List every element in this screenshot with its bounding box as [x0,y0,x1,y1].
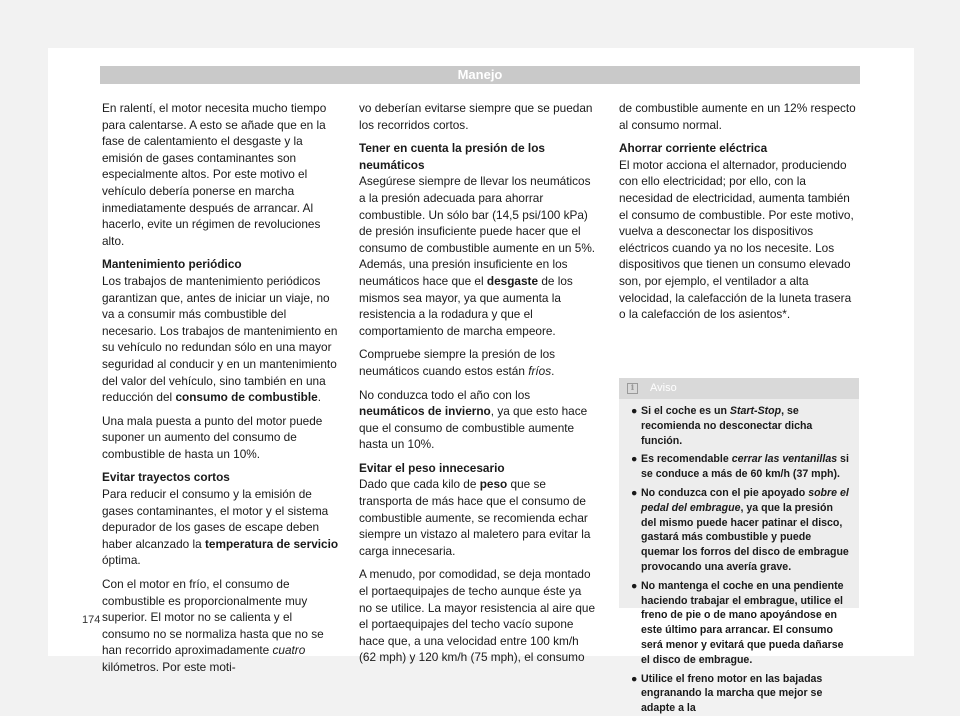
subheading: Evitar el peso innecesario [359,460,505,475]
paragraph: Para reducir el consumo y la emisión de gases contaminantes, el motor y el sistema depurador de los gases de escape deben haber alcanzado la temperatura de servicio óptima. [102,487,339,568]
paragraph: A menudo, por comodidad, se deja montado el portaequipajes de techo aunque éste ya no se utilice. La mayor resistencia al aire que el portaequipajes del techo vacío supone hace que, a una velocidad entre 100 km/h (62 mph) y 120 km/h (75 mph), el consumo [359,567,596,665]
paragraph: de combustible aumente en un 12% respecto al consumo normal. [619,101,856,132]
info-icon: i [627,383,638,394]
section-header: Manejo [100,66,860,84]
paragraph: Compruebe siempre la presión de los neumáticos cuando estos están fríos. [359,347,556,378]
notice-body [619,399,859,716]
paragraph: Dado que cada kilo de peso que se transporta de más hace que el consumo de combustible aumente, se recomienda echar siempre un vistazo al maletero para evitar la carga innecesaria. [359,477,591,558]
paragraph: Una mala puesta a punto del motor puede suponer un aumento del consumo de combustible de hasta un 10%. [102,413,323,461]
paragraph: Con el motor en frío, el consumo de combustible es proporcionalmente muy superior. El motor no se calienta y el consumo no se normaliza hasta que no se han recorrido aproximadamente cuatro kilómetros. Por este moti- [102,577,324,674]
notice-header [619,378,859,399]
paragraph: Los trabajos de mantenimiento periódicos garantizan que, antes de iniciar un viaje, no va a consumir más combustible del necesario. Los trabajos de mantenimiento en su vehículo no redundan sólo en una mayor seguridad al conducir y en un mantenimiento del valor del vehículo, sino también en una reducción del consumo de combustible. [102,273,338,405]
subheading: Evitar trayectos cortos [102,470,230,485]
list-item: ● Es recomendable cerrar las ventanillas si se conduce a más de 60 km/h (37 mph). [631,453,849,481]
notice-box [619,378,859,715]
page-number: 174 [82,614,101,626]
paragraph: En ralentí, el motor necesita mucho tiempo para calentarse. A esto se añade que en la fase de calentamiento el desgaste y la emisión de gases contaminantes son especialmente altos. Por este motivo el vehículo debería ponerse en marcha inmediatamente después de arrancar. Al hacerlo, evite un régimen de revoluciones alto. [102,101,327,248]
paragraph: No conduzca todo el año con los neumáticos de invierno, ya que esto hace que el consumo de combustible aumente hasta un 10%. [359,387,588,452]
subheading: Mantenimiento periódico [102,257,242,272]
notice-title: Aviso [650,382,677,395]
list-item: ● No conduzca con el pie apoyado sobre el pedal del embrague, ya que la presión del mismo puede hacer patinar el disco, gastará más combustible y puede quemar los forros del disco de embrague provocando una avería grave. [631,486,849,573]
subheading: Ahorrar corriente eléctrica [619,141,768,156]
list-item: ● No mantenga el coche en una pendiente haciendo trabajar el embrague, utilice el freno de pie o de mano apoyándose en este último para arrancar. El consumo será menor y evitará que pueda dañarse el disco de embrague. [631,579,844,666]
subheading: Tener en cuenta la presión de los neumáticos [359,141,545,172]
manual-page [48,48,914,715]
column-right [619,100,857,323]
paragraph: vo deberían evitarse siempre que se puedan los recorridos cortos. [359,101,593,132]
list-item: ● Utilice el freno motor en las bajadas engranando la marcha que mejor se adapte a la [631,672,823,715]
paragraph: Asegúrese siempre de llevar los neumáticos a la presión adecuada para ahorrar combustible. Un sólo bar (14,5 psi/100 kPa) de presión insuficiente puede hacer que el consumo de combustible aumente en un 5%. Además, una presión insuficiente en los neumáticos hace que el desgaste de los mismos sea mayor, ya que aumenta la resistencia a la rodadura y que el comportamiento de marcha empeore. [359,174,596,338]
column-middle [359,100,597,666]
column-left [102,100,340,676]
list-item: ● Si el coche es un Start-Stop, se recomienda no desconectar dicha función. [631,405,813,447]
paragraph: El motor acciona el alternador, produciendo con ello electricidad; por ello, con la necesidad de electricidad, aumenta también el consumo de combustible. Por este motivo, vuelva a desconectar los dispositivos eléctricos cuando ya no los necesite. Los dispositivos que tienen un consumo elevado son, por ejemplo, el ventilador a alta velocidad, la calefacción de la luneta trasera o la calefacción de los asientos*. [619,157,854,322]
